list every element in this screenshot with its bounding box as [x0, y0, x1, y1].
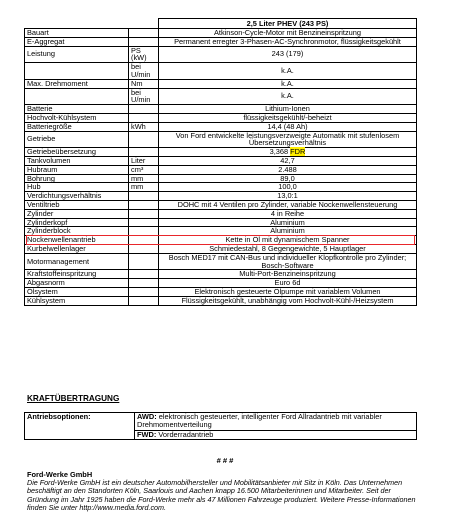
- spec-unit: [129, 29, 159, 38]
- spec-label: Getriebe: [25, 131, 129, 148]
- spec-value: 14,4 (48 Ah): [159, 122, 417, 131]
- spec-row: [25, 165, 417, 174]
- spec-row: [25, 37, 417, 46]
- spec-row: [25, 218, 417, 227]
- spec-row: [25, 296, 417, 305]
- spec-label: Leistung: [25, 46, 129, 63]
- spec-row: [25, 88, 417, 105]
- spec-value: Schmiedestahl, 8 Gegengewichte, 5 Hauptlager: [159, 244, 417, 253]
- spec-label: Batteriegröße: [25, 122, 129, 131]
- spec-label: Verdichtungsverhältnis: [25, 192, 129, 201]
- spec-value: Lithium-Ionen: [159, 105, 417, 114]
- spec-unit: mm: [129, 183, 159, 192]
- spec-value: Kette in Öl mit dynamischem Spanner: [159, 236, 417, 245]
- company-name: Ford-Werke GmbH: [27, 470, 93, 479]
- spec-unit: [129, 218, 159, 227]
- awd-cell: [135, 413, 417, 431]
- spec-value: Aluminium: [159, 227, 417, 236]
- spec-unit: Nm: [129, 79, 159, 88]
- awd-tag: AWD:: [137, 412, 157, 421]
- spec-label: Max. Drehmoment: [25, 79, 129, 88]
- spec-label: Abgasnorm: [25, 279, 129, 288]
- spec-label: E-Aggregat: [25, 37, 129, 46]
- spec-unit: [129, 105, 159, 114]
- spec-label: Nockenwellenantrieb: [25, 236, 129, 245]
- spec-header-row: [25, 19, 417, 29]
- spec-value: k.A.: [159, 79, 417, 88]
- spec-unit: [129, 270, 159, 279]
- spec-value: Flüssigkeitsgekühlt, unabhängig vom Hochvolt-Kühl-/Heizsystem: [159, 296, 417, 305]
- drivetrain-row-awd: [25, 413, 417, 431]
- spec-value: Bosch MED17 mit CAN-Bus und individueller Klopfkontrolle pro Zylinder; Bosch-Software: [159, 253, 417, 270]
- spec-value: Permanent erregter 3-Phasen-AC-Synchronmotor, flüssigkeitsgekühlt: [159, 37, 417, 46]
- spec-value-tag: FDR: [290, 147, 306, 157]
- spec-unit: kWh: [129, 122, 159, 131]
- spec-label: Kurbelwellenlager: [25, 244, 129, 253]
- drivetrain-label: Antriebsoptionen:: [25, 413, 135, 440]
- spec-value: Elektronisch gesteuerte Ölpumpe mit variablem Volumen: [159, 287, 417, 296]
- spec-unit: [129, 279, 159, 288]
- spec-unit: [129, 37, 159, 46]
- spec-value: Aluminium: [159, 218, 417, 227]
- section-title: KRAFTÜBERTRAGUNG: [27, 394, 120, 403]
- spec-unit: bei U/min: [129, 63, 159, 80]
- spec-row: [25, 270, 417, 279]
- spec-label: [25, 63, 129, 80]
- spec-value: k.A.: [159, 88, 417, 105]
- section-separator: ###: [216, 456, 236, 465]
- spec-row: [25, 46, 417, 63]
- spec-value: Euro 6d: [159, 279, 417, 288]
- spec-value: Von Ford entwickelte leistungsverzweigte Automatik mit stufenlosem Übersetzungsverhältnis: [159, 131, 417, 148]
- spec-label: Ventiltrieb: [25, 200, 129, 209]
- spec-unit: Liter: [129, 156, 159, 165]
- spec-value: Multi-Port-Benzineinspritzung: [159, 270, 417, 279]
- spec-row: [25, 63, 417, 80]
- spec-row: [25, 244, 417, 253]
- spec-label: Getriebeübersetzung: [25, 148, 129, 157]
- spec-row: [25, 156, 417, 165]
- spec-value: 100,0: [159, 183, 417, 192]
- spec-unit: PS (kW): [129, 46, 159, 63]
- spec-value: 2.488: [159, 165, 417, 174]
- spec-unit: [129, 113, 159, 122]
- spec-value: 89,0: [159, 174, 417, 183]
- spec-unit: [129, 244, 159, 253]
- fwd-text: Vorderradantrieb: [158, 429, 214, 439]
- spec-label: Hub: [25, 183, 129, 192]
- spec-unit: [129, 131, 159, 148]
- engine-spec-table: [24, 18, 417, 306]
- spec-label: Batterie: [25, 105, 129, 114]
- spec-value: 42,7: [159, 156, 417, 165]
- spec-value: k.A.: [159, 63, 417, 80]
- spec-value: Atkinson-Cycle-Motor mit Benzineinspritzung: [159, 29, 417, 38]
- spec-unit: [129, 287, 159, 296]
- spec-label: Motormanagement: [25, 253, 129, 270]
- spec-label: Kühlsystem: [25, 296, 129, 305]
- spec-unit: [129, 200, 159, 209]
- company-description: Die Ford-Werke GmbH ist ein deutscher Automobilhersteller und Mobilitätsanbieter mit Sitz in Köln. Das Unternehmen beschäftigt an den Standorten Köln, Saarlouis und Aachen knapp 16.500 Mitarbeiterinnen und Mitarbeiter. Seit der Gründung im Jahr 1925 haben die Ford-Werke mehr als 47 Millionen Fahrzeuge produziert. Weitere Presse-Informationen finden Sie unter http://www.media.ford.com.: [27, 478, 416, 513]
- spec-label: Zylinderblock: [25, 227, 129, 236]
- spec-row: [25, 122, 417, 131]
- awd-text: elektronisch gesteuerter, intelligenter Ford Allradantrieb mit variabler Drehmomentverteilung: [137, 412, 382, 430]
- fwd-cell: [135, 430, 417, 439]
- spec-value-text: 3,368: [269, 147, 289, 157]
- spec-row: [25, 287, 417, 296]
- spec-unit: [129, 296, 159, 305]
- spec-unit: [129, 236, 159, 245]
- spec-row: [25, 253, 417, 270]
- spec-unit: [129, 192, 159, 201]
- spec-row: [25, 200, 417, 209]
- spec-row: [25, 79, 417, 88]
- drivetrain-table: [24, 412, 417, 440]
- spec-label: Hubraum: [25, 165, 129, 174]
- spec-row: [25, 174, 417, 183]
- spec-label: Ölsystem: [25, 287, 129, 296]
- spec-label: [25, 88, 129, 105]
- spec-label: Kraftstoffeinspritzung: [25, 270, 129, 279]
- spec-row: [25, 209, 417, 218]
- spec-value: 4 in Reihe: [159, 209, 417, 218]
- spec-value: 13,0:1: [159, 192, 417, 201]
- spec-unit: [129, 253, 159, 270]
- spec-row: [25, 113, 417, 122]
- spec-row: [25, 29, 417, 38]
- spec-unit: bei U/min: [129, 88, 159, 105]
- engine-variant-header: 2,5 Liter PHEV (243 PS): [159, 19, 417, 29]
- spec-label: Bohrung: [25, 174, 129, 183]
- spec-label: Bauart: [25, 29, 129, 38]
- spec-row: [25, 148, 417, 157]
- spec-value: DOHC mit 4 Ventilen pro Zylinder, variable Nockenwellensteuerung: [159, 200, 417, 209]
- spec-value: 243 (179): [159, 46, 417, 63]
- spec-label: Zylinder: [25, 209, 129, 218]
- spec-value: flüssigkeitsgekühlt/-beheizt: [159, 113, 417, 122]
- spec-unit: [129, 227, 159, 236]
- fwd-tag: FWD:: [137, 429, 157, 439]
- spec-label: Tankvolumen: [25, 156, 129, 165]
- spec-label: Hochvolt-Kühlsystem: [25, 113, 129, 122]
- spec-row: [25, 131, 417, 148]
- spec-unit: [129, 209, 159, 218]
- spec-unit: cm³: [129, 165, 159, 174]
- spec-unit: mm: [129, 174, 159, 183]
- spec-label: Zylinderkopf: [25, 218, 129, 227]
